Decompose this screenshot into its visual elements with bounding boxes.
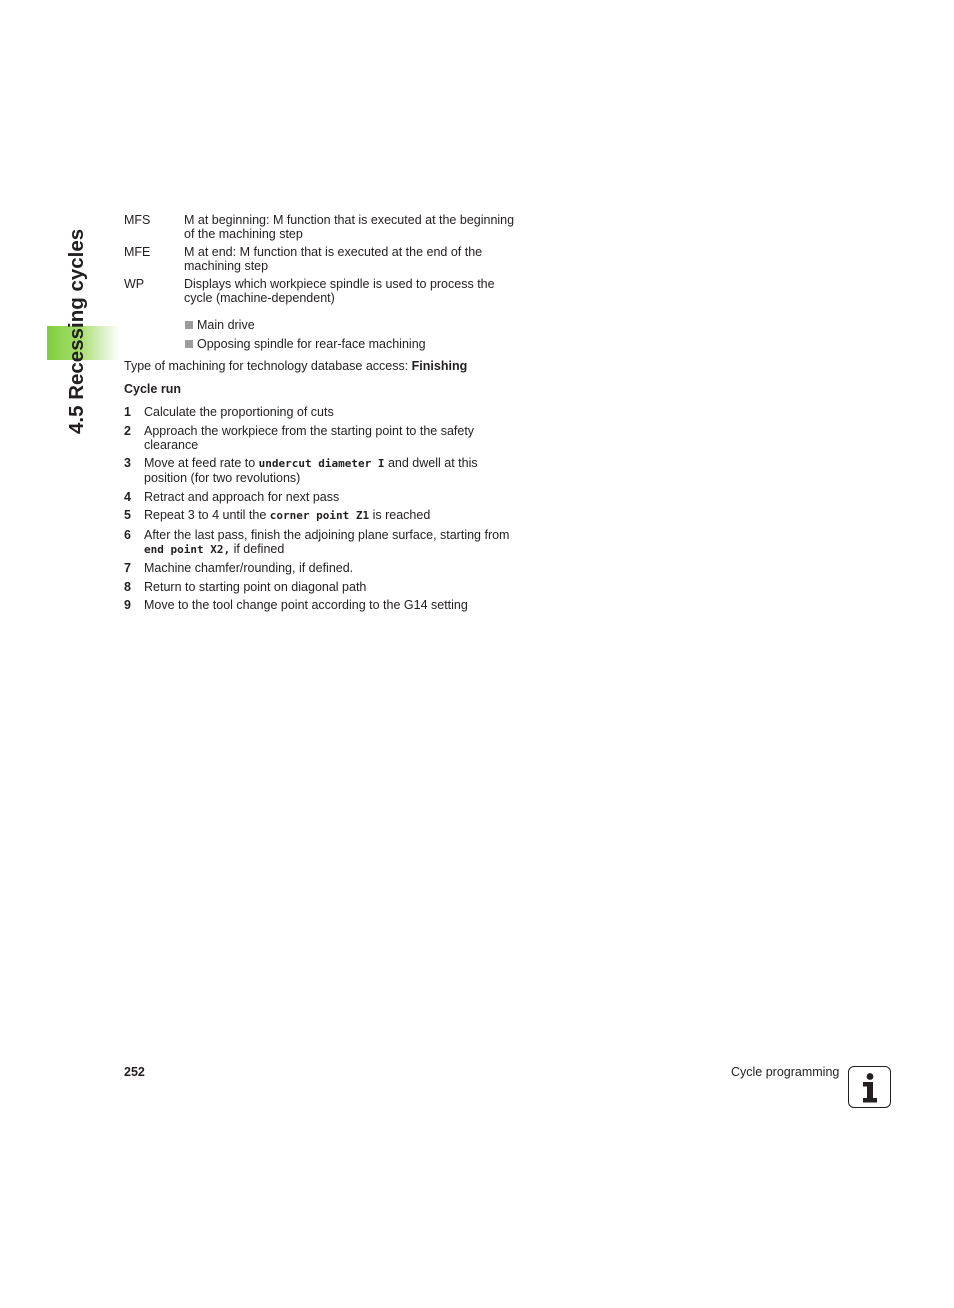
step-item bbox=[124, 424, 524, 452]
step-text-post: is reached bbox=[369, 508, 431, 522]
tech-db-value: Finishing bbox=[411, 359, 468, 373]
step-text: Calculate the proportioning of cuts bbox=[144, 405, 334, 419]
step-item bbox=[124, 405, 524, 419]
step-item bbox=[124, 561, 524, 575]
step-number: 5 bbox=[124, 508, 131, 522]
tech-db-text: Type of machining for technology database access: bbox=[124, 359, 412, 373]
step-number: 2 bbox=[124, 423, 131, 438]
square-bullet-icon bbox=[185, 321, 193, 329]
wp-options-list bbox=[185, 318, 524, 351]
step-text: Return to starting point on diagonal path bbox=[144, 579, 367, 594]
step-text: Move to the tool change point according to the G14 setting bbox=[144, 598, 468, 612]
step-item bbox=[124, 508, 524, 523]
param-name: WP bbox=[124, 277, 145, 291]
square-bullet-icon bbox=[185, 340, 193, 348]
step-text: Retract and approach for next pass bbox=[144, 489, 340, 504]
param-description: M at beginning: M function that is executed at the beginning of the machining step bbox=[184, 213, 515, 241]
parameter-code: end point X2, bbox=[144, 542, 231, 556]
option-label: Main drive bbox=[197, 318, 255, 332]
step-text bbox=[144, 528, 524, 557]
info-glyph bbox=[849, 1067, 892, 1109]
step-number: 9 bbox=[124, 598, 131, 612]
chapter-title: Cycle programming bbox=[731, 1065, 840, 1079]
step-text-pre: After the last pass, finish the adjoining plane surface, starting from bbox=[144, 527, 510, 542]
step-item bbox=[124, 528, 524, 557]
cycle-run-heading: Cycle run bbox=[124, 382, 181, 396]
step-number: 8 bbox=[124, 579, 131, 594]
step-item bbox=[124, 598, 524, 612]
step-number: 1 bbox=[124, 405, 131, 419]
step-text bbox=[144, 456, 524, 485]
step-item bbox=[124, 580, 524, 594]
list-item bbox=[185, 318, 524, 332]
parameter-code: corner point Z1 bbox=[269, 509, 370, 522]
step-item bbox=[124, 456, 524, 485]
step-text-pre: Move at feed rate to bbox=[144, 456, 259, 470]
step-item bbox=[124, 490, 524, 504]
parameter-code: undercut diameter I bbox=[258, 457, 385, 470]
step-number: 4 bbox=[124, 489, 131, 504]
page-number: 252 bbox=[124, 1065, 145, 1079]
step-text: Approach the workpiece from the starting point to the safety clearance bbox=[144, 423, 475, 452]
param-row-wp bbox=[124, 277, 524, 305]
tech-db-paragraph bbox=[124, 359, 524, 373]
step-number: 6 bbox=[124, 527, 131, 542]
step-number: 3 bbox=[124, 456, 131, 470]
step-number: 7 bbox=[124, 561, 131, 575]
step-text: Machine chamfer/rounding, if defined. bbox=[144, 561, 354, 575]
step-text-post: and dwell at this position (for two revolutions) bbox=[144, 456, 478, 485]
param-name: MFE bbox=[124, 245, 151, 259]
step-text-pre: Repeat 3 to 4 until the bbox=[144, 508, 270, 522]
param-description: M at end: M function that is executed at the end of the machining step bbox=[184, 245, 483, 273]
cycle-steps-list bbox=[124, 405, 524, 612]
info-icon bbox=[848, 1066, 891, 1108]
option-label: Opposing spindle for rear-face machining bbox=[197, 337, 426, 351]
step-text-post: if defined bbox=[230, 541, 285, 556]
param-name: MFS bbox=[124, 213, 151, 227]
param-row-mfs bbox=[124, 213, 524, 241]
param-description: Displays which workpiece spindle is used to process the cycle (machine-dependent) bbox=[184, 277, 495, 305]
step-text bbox=[144, 508, 524, 523]
param-row-mfe bbox=[124, 245, 524, 273]
page-content bbox=[124, 213, 524, 617]
section-title: 4.5 Recessing cycles bbox=[65, 228, 88, 434]
list-item bbox=[185, 337, 524, 351]
